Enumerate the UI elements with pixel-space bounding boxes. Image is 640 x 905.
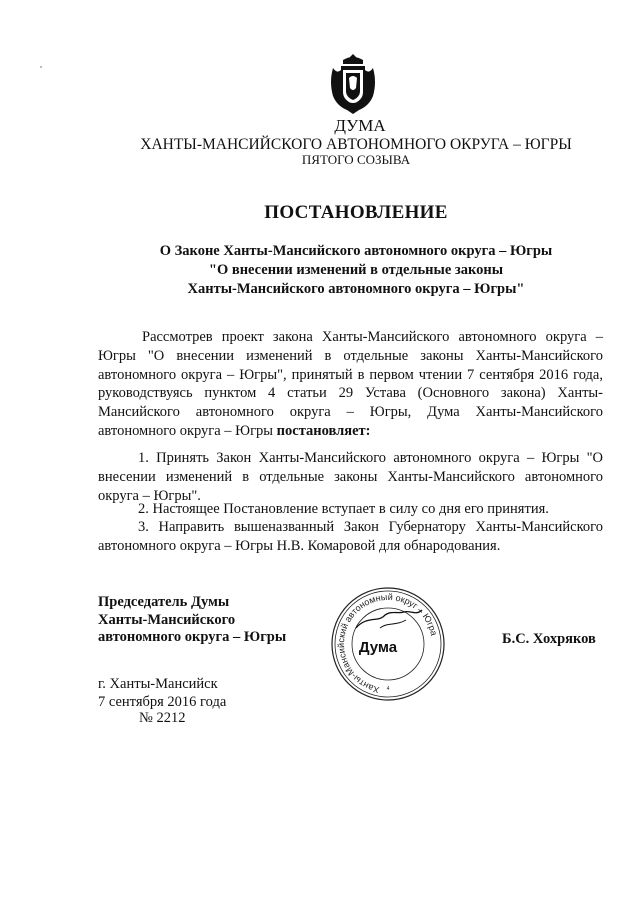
convocation-label: ПЯТОГО СОЗЫВА [301, 152, 411, 167]
subject-line: "О внесении изменений в отдельные законы [208, 262, 504, 278]
stamp-center-text: Дума [358, 639, 398, 656]
scan-speck [40, 66, 42, 68]
document-place-date [98, 676, 226, 711]
handwritten-signature [356, 610, 422, 628]
preamble-paragraph [98, 328, 603, 441]
signatory-position-line: Ханты-Мансийского [98, 611, 236, 628]
preamble-resolves: постановляет: [276, 422, 371, 439]
signatory-position-line: автономного округа – Югры [98, 629, 287, 646]
signatory-position-line: Председатель Думы [98, 594, 230, 610]
document-city: г. Ханты-Мансийск [98, 676, 218, 692]
preamble-text: Рассмотрев проект закона Ханты-Мансийского автономного округа – Югры "О внесении изменений в отдельные законы Ханты-Мансийского автономного округа – Югры", принятый в первом чтении 7 сентября 2016 года, руководствуясь пунктом 4 статьи 29 Устава (Основного закона) Ханты-Мансийского автономного округа – Югры, Дума Ханты-Мансийского автономного округа – Югры [98, 329, 603, 439]
document-date: 7 сентября 2016 года [98, 693, 227, 710]
document-number: № 2212 [139, 710, 186, 726]
organization-title: ДУМА [334, 116, 386, 135]
official-stamp [318, 576, 458, 708]
signatory-position [98, 594, 286, 647]
resolution-item-1: 1. Принять Закон Ханты-Мансийского автономного округа – Югры "О внесении изменений в отдельные законы Ханты-Мансийского автономного округа – Югры". [98, 450, 603, 504]
resolution-item-2: 2. Настоящее Постановление вступает в силу со дня его принятия. [138, 501, 549, 517]
stamp-ring-text: Ханты-Мансийский автономный округ – Югра [335, 591, 440, 696]
subject-line: О Законе Ханты-Мансийского автономного округа – Югры [159, 243, 553, 259]
stamp-number: 4 [386, 686, 390, 692]
resolution-item-3: 3. Направить вышеназванный Закон Губернатору Ханты-Мансийского автономного округа – Югры Н.В. Комаровой для обнародования. [98, 519, 603, 554]
region-title: ХАНТЫ-МАНСИЙСКОГО АВТОНОМНОГО ОКРУГА – ЮГРЫ [140, 136, 572, 153]
signatory-name: Б.С. Хохряков [502, 631, 596, 647]
document-type-title: ПОСТАНОВЛЕНИЕ [264, 202, 448, 223]
subject-line: Ханты-Мансийского автономного округа – Югры" [187, 281, 525, 297]
coat-of-arms-icon [325, 52, 381, 116]
